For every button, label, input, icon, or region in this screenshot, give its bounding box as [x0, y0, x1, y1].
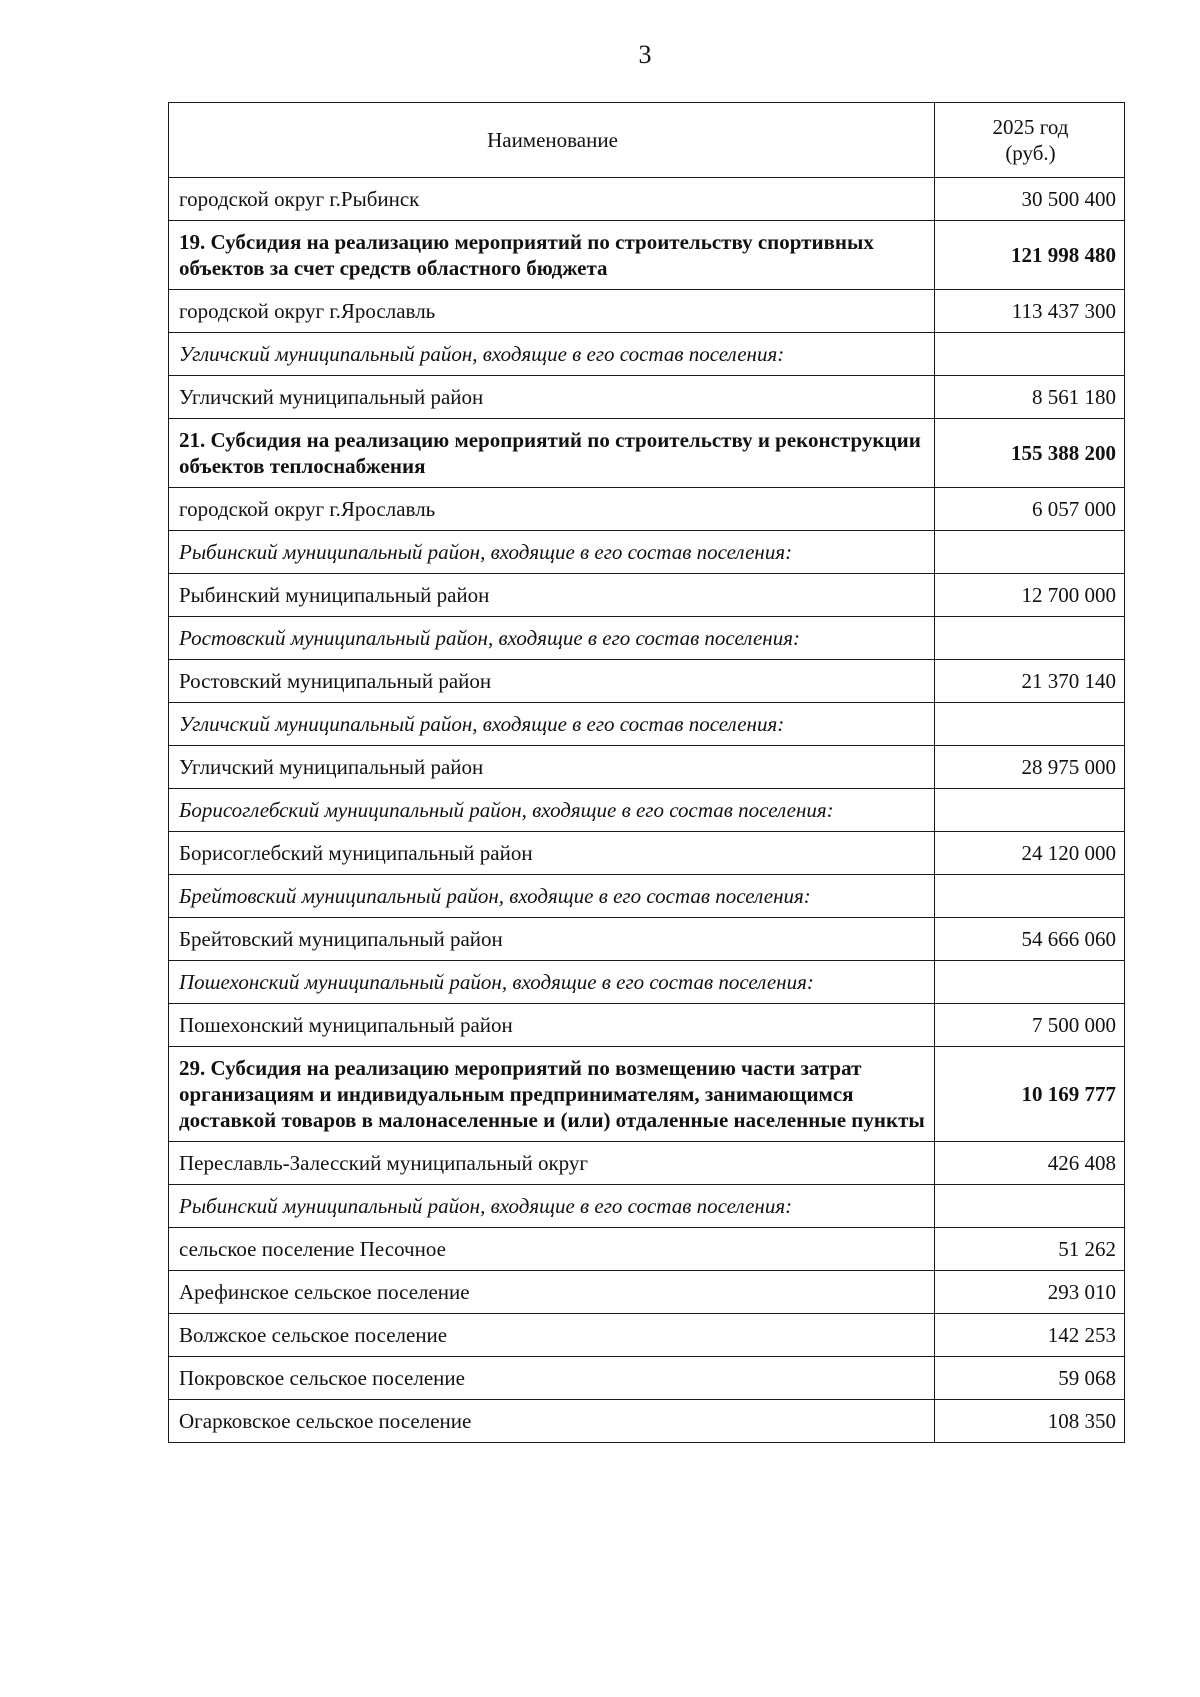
table-row — [169, 918, 1125, 961]
table-body — [169, 178, 1125, 1443]
row-value: 54 666 060 — [935, 918, 1125, 961]
row-name: Брейтовский муниципальный район, входящие в его состав поселения: — [169, 875, 935, 918]
table-row — [169, 1228, 1125, 1271]
row-value: 10 169 777 — [935, 1047, 1125, 1142]
district-group-row — [169, 961, 1125, 1004]
table-header-row — [169, 103, 1125, 178]
district-group-row — [169, 875, 1125, 918]
row-value: 293 010 — [935, 1271, 1125, 1314]
row-value — [935, 789, 1125, 832]
row-value — [935, 617, 1125, 660]
row-name: Рыбинский муниципальный район — [169, 574, 935, 617]
row-name: Борисоглебский муниципальный район — [169, 832, 935, 875]
row-value — [935, 1185, 1125, 1228]
row-value: 155 388 200 — [935, 419, 1125, 488]
table-row — [169, 376, 1125, 419]
row-value: 12 700 000 — [935, 574, 1125, 617]
row-name: 29. Субсидия на реализацию мероприятий по возмещению части затрат организациям и индивидуальным предпринимателям, занимающимся доставкой товаров в малонаселенные и (или) отдаленные населенные пункты — [169, 1047, 935, 1142]
row-name: Ростовский муниципальный район, входящие в его состав поселения: — [169, 617, 935, 660]
row-value: 8 561 180 — [935, 376, 1125, 419]
row-value: 21 370 140 — [935, 660, 1125, 703]
row-name: Рыбинский муниципальный район, входящие в его состав поселения: — [169, 1185, 935, 1228]
row-value: 51 262 — [935, 1228, 1125, 1271]
table-row — [169, 178, 1125, 221]
row-name: городской округ г.Рыбинск — [169, 178, 935, 221]
table-row — [169, 1271, 1125, 1314]
row-name: Угличский муниципальный район — [169, 376, 935, 419]
table-row — [169, 1004, 1125, 1047]
table-row — [169, 832, 1125, 875]
row-value: 28 975 000 — [935, 746, 1125, 789]
row-value: 59 068 — [935, 1357, 1125, 1400]
row-name: Угличский муниципальный район — [169, 746, 935, 789]
row-value: 30 500 400 — [935, 178, 1125, 221]
row-name: Угличский муниципальный район, входящие в его состав поселения: — [169, 333, 935, 376]
header-year: 2025 год — [992, 115, 1069, 139]
district-group-row — [169, 333, 1125, 376]
table-row — [169, 746, 1125, 789]
row-name: Арефинское сельское поселение — [169, 1271, 935, 1314]
header-name: Наименование — [169, 103, 935, 178]
row-value — [935, 531, 1125, 574]
subsidy-row — [169, 221, 1125, 290]
header-value — [935, 103, 1125, 178]
row-value: 121 998 480 — [935, 221, 1125, 290]
table-row — [169, 1142, 1125, 1185]
district-group-row — [169, 703, 1125, 746]
budget-table — [168, 102, 1125, 1443]
row-value: 142 253 — [935, 1314, 1125, 1357]
header-unit: (руб.) — [1005, 141, 1056, 165]
subsidy-row — [169, 419, 1125, 488]
district-group-row — [169, 617, 1125, 660]
row-name: Волжское сельское поселение — [169, 1314, 935, 1357]
row-name: Борисоглебский муниципальный район, входящие в его состав поселения: — [169, 789, 935, 832]
row-value: 7 500 000 — [935, 1004, 1125, 1047]
table-row — [169, 1314, 1125, 1357]
row-name: Переславль-Залесский муниципальный округ — [169, 1142, 935, 1185]
row-value — [935, 333, 1125, 376]
row-name: городской округ г.Ярославль — [169, 290, 935, 333]
row-value — [935, 703, 1125, 746]
row-value: 108 350 — [935, 1400, 1125, 1443]
row-value: 24 120 000 — [935, 832, 1125, 875]
page-number: 3 — [638, 40, 652, 69]
row-name: Покровское сельское поселение — [169, 1357, 935, 1400]
row-name: сельское поселение Песочное — [169, 1228, 935, 1271]
row-value: 426 408 — [935, 1142, 1125, 1185]
row-name: Пошехонский муниципальный район — [169, 1004, 935, 1047]
row-name: 21. Субсидия на реализацию мероприятий по строительству и реконструкции объектов теплоснабжения — [169, 419, 935, 488]
table-row — [169, 290, 1125, 333]
row-value: 113 437 300 — [935, 290, 1125, 333]
table-row — [169, 1400, 1125, 1443]
table-row — [169, 574, 1125, 617]
row-name: Угличский муниципальный район, входящие в его состав поселения: — [169, 703, 935, 746]
row-name: Рыбинский муниципальный район, входящие в его состав поселения: — [169, 531, 935, 574]
row-value: 6 057 000 — [935, 488, 1125, 531]
district-group-row — [169, 1185, 1125, 1228]
table-row — [169, 488, 1125, 531]
row-name: Брейтовский муниципальный район — [169, 918, 935, 961]
row-value — [935, 875, 1125, 918]
row-name: городской округ г.Ярославль — [169, 488, 935, 531]
row-name: Огарковское сельское поселение — [169, 1400, 935, 1443]
district-group-row — [169, 789, 1125, 832]
row-name: Пошехонский муниципальный район, входящие в его состав поселения: — [169, 961, 935, 1004]
row-name: 19. Субсидия на реализацию мероприятий по строительству спортивных объектов за счет средств областного бюджета — [169, 221, 935, 290]
row-name: Ростовский муниципальный район — [169, 660, 935, 703]
table-row — [169, 660, 1125, 703]
subsidy-row — [169, 1047, 1125, 1142]
table-row — [169, 1357, 1125, 1400]
row-value — [935, 961, 1125, 1004]
district-group-row — [169, 531, 1125, 574]
